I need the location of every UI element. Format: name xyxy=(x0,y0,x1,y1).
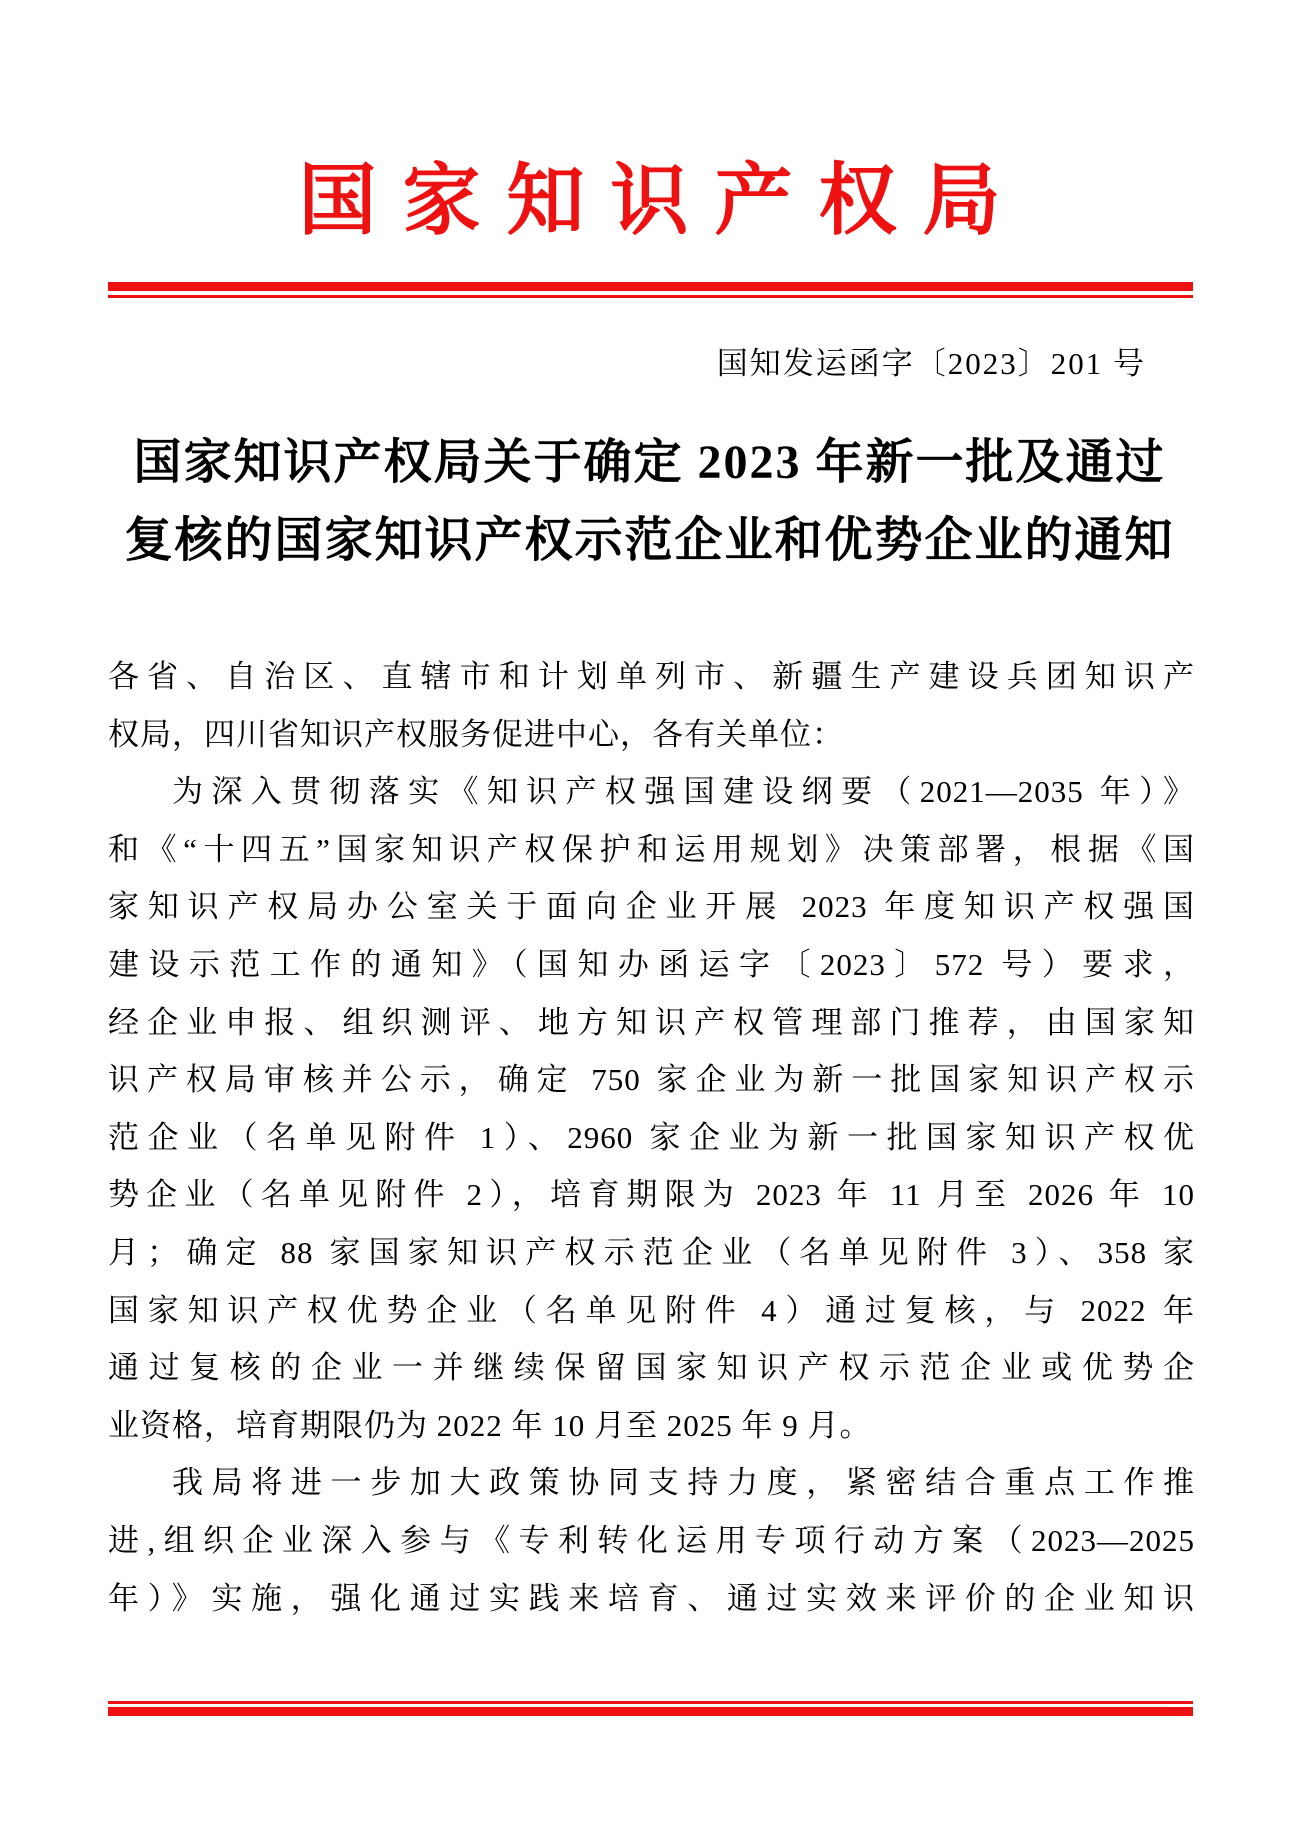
body-line: 建设示范工作的通知》（国知办函运字〔2023〕572 号）要求， xyxy=(108,946,1195,982)
notice-title xyxy=(60,424,1239,580)
body-line: 权局，四川省知识产权服务促进中心，各有关单位： xyxy=(108,716,844,752)
body-line: 势企业（名单见附件 2），培育期限为 2023 年 11 月至 2026 年 10 xyxy=(108,1177,1195,1213)
body-line: 年）》实施，强化通过实践来培育、通过实效来评价的企业知识 xyxy=(108,1580,1195,1616)
body-line: 识产权局审核并公示，确定 750 家企业为新一批国家知识产权示 xyxy=(108,1062,1195,1098)
body-line: 经企业申报、组织测评、地方知识产权管理部门推荐，由国家知 xyxy=(108,1004,1195,1040)
letterhead-agency-name: 国家知识产权局 xyxy=(298,157,1027,244)
body-line: 我局将进一步加大政策协同支持力度，紧密结合重点工作推 xyxy=(172,1465,1195,1501)
notice-title-line2: 复核的国家知识产权示范企业和优势企业的通知 xyxy=(124,514,1175,567)
body-line: 国家知识产权优势企业（名单见附件 4）通过复核，与 2022 年 xyxy=(108,1292,1195,1328)
document-reference-number: 国知发运函字〔2023〕201 号 xyxy=(716,346,1146,381)
body-line: 家知识产权局办公室关于面向企业开展 2023 年度知识产权强国 xyxy=(108,889,1195,925)
letterhead-rule-top-thin xyxy=(108,295,1193,298)
body-line: 业资格，培育期限仍为 2022 年 10 月至 2025 年 9 月。 xyxy=(108,1407,872,1443)
notice-body xyxy=(108,648,1195,1627)
footer-rule-bottom-thin xyxy=(108,1701,1193,1704)
footer-rule-bottom-thick xyxy=(108,1707,1193,1716)
letterhead-rule-top-thick xyxy=(108,282,1193,291)
body-line: 月；确定 88 家国家知识产权示范企业（名单见附件 3）、358 家 xyxy=(108,1234,1195,1270)
body-line: 进,组织企业深入参与《专利转化运用专项行动方案（2023—2025 xyxy=(108,1522,1195,1558)
body-line: 各省、自治区、直辖市和计划单列市、新疆生产建设兵团知识产 xyxy=(108,659,1195,694)
body-line: 通过复核的企业一并继续保留国家知识产权示范企业或优势企 xyxy=(108,1350,1195,1386)
body-line: 为深入贯彻落实《知识产权强国建设纲要（2021—2035 年）》 xyxy=(172,774,1195,810)
body-line: 范企业（名单见附件 1）、2960 家企业为新一批国家知识产权优 xyxy=(108,1119,1195,1155)
notice-title-line1: 国家知识产权局关于确定 2023 年新一批及通过 xyxy=(133,436,1166,489)
body-line: 和《“十四五”国家知识产权保护和运用规划》决策部署，根据《国 xyxy=(108,831,1195,867)
